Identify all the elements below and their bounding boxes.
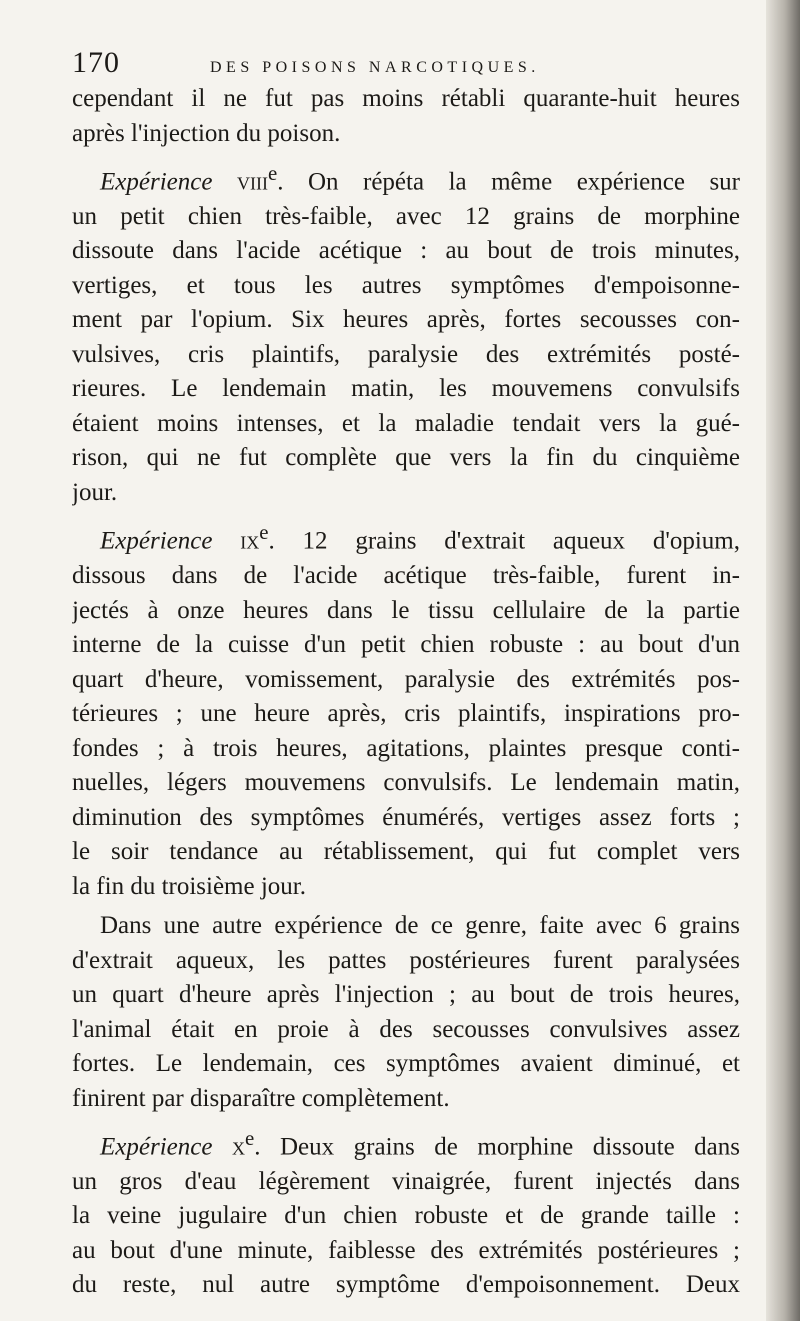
running-head: DES POISONS NARCOTIQUES.: [210, 59, 540, 76]
text-line: un petit chien très-faible, avec 12 grains de morphine: [72, 202, 740, 230]
text-line: fondes ; à trois heures, agitations, plaintes presque conti-: [72, 734, 740, 762]
text-line: un gros d'eau légèrement vinaigrée, furent injectés dans: [72, 1167, 740, 1195]
text-line: jour.: [72, 478, 118, 506]
text-line: [72, 515, 740, 559]
experiment-number: ix: [240, 527, 260, 555]
text-line-content: . On répéta la même expérience sur: [277, 168, 740, 196]
text-line: dissoute dans l'acide acétique : au bout de trois minutes,: [72, 237, 740, 265]
text-line: ment par l'opium. Six heures après, fortes secousses con-: [72, 306, 740, 334]
experiment-number-sup: e: [267, 161, 278, 185]
text-line: du reste, nul autre symptôme d'empoisonnement. Deux: [72, 1271, 740, 1299]
text-line: interne de la cuisse d'un petit chien robuste : au bout d'un: [72, 631, 740, 659]
paragraph: [72, 909, 740, 1116]
text-line: fortes. Le lendemain, ces symptômes avaient diminué, et: [72, 1050, 740, 1078]
text-line: [72, 1121, 740, 1165]
page-header: [72, 46, 752, 78]
text-line: térieures ; une heure après, cris plaintifs, inspirations pro-: [72, 700, 740, 728]
body-text: [72, 82, 740, 1303]
text-line: la veine jugulaire d'un chien robuste et de grande taille :: [72, 1202, 740, 1230]
text-line: vertiges, et tous les autres symptômes d'empoisonne-: [72, 271, 740, 299]
text-line: cependant il ne fut pas moins rétabli quarante-huit heures: [72, 85, 740, 112]
text-line: rison, qui ne fut complète que vers la fin du cinquième: [72, 444, 740, 472]
paragraph: [72, 1121, 740, 1303]
text-line: Dans une autre expérience de ce genre, faite avec 6 grains: [100, 912, 740, 940]
text-line: un quart d'heure après l'injection ; au bout de trois heures,: [72, 981, 740, 1009]
text-line: au bout d'une minute, faiblesse des extrémités postérieures ;: [72, 1236, 740, 1264]
text-line: rieures. Le lendemain matin, les mouvemens convulsifs: [72, 375, 740, 403]
text-line-content: . 12 grains d'extrait aqueux d'opium,: [268, 527, 740, 555]
text-line: dissous dans de l'acide acétique très-faible, furent in-: [72, 562, 740, 590]
experiment-number-sup: e: [244, 1126, 255, 1151]
text-line: quart d'heure, vomissement, paralysie des extrémités pos-: [72, 665, 740, 693]
text-line: la fin du troisième jour.: [72, 872, 306, 900]
text-line: l'animal était en proie à des secousses convulsives assez: [72, 1015, 740, 1043]
experiment-number-sup: e: [259, 520, 269, 545]
text-line: le soir tendance au rétablissement, qui fut complet vers: [72, 838, 740, 866]
text-line: après l'injection du poison.: [72, 119, 341, 147]
text-line: vulsives, cris plaintifs, paralysie des extrémités posté-: [72, 340, 740, 368]
text-line: étaient moins intenses, et la maladie tendait vers la gué-: [72, 409, 740, 437]
text-line: finirent par disparaître complètement.: [72, 1084, 450, 1112]
page-number: 170: [72, 46, 120, 79]
text-line: [72, 156, 740, 200]
experiment-number: x: [231, 1133, 245, 1161]
page-gutter-shadow: [766, 0, 800, 1321]
experiment-label: Expérience: [100, 1133, 213, 1161]
text-line-content: . Deux grains de morphine dissoute dans: [254, 1133, 740, 1161]
text-line: nuelles, légers mouvemens convulsifs. Le lendemain matin,: [72, 769, 740, 797]
text-line: d'extrait aqueux, les pattes postérieures furent paralysées: [72, 946, 740, 974]
experiment-number: viii: [236, 168, 268, 196]
paragraph: [72, 82, 740, 151]
paragraph: [72, 515, 740, 904]
experiment-label: Expérience: [100, 527, 213, 555]
text-line: jectés à onze heures dans le tissu cellulaire de la partie: [72, 596, 740, 624]
paragraph: [72, 156, 740, 510]
text-line: diminution des symptômes énumérés, vertiges assez forts ;: [72, 803, 740, 831]
experiment-label: Expérience: [100, 168, 213, 196]
